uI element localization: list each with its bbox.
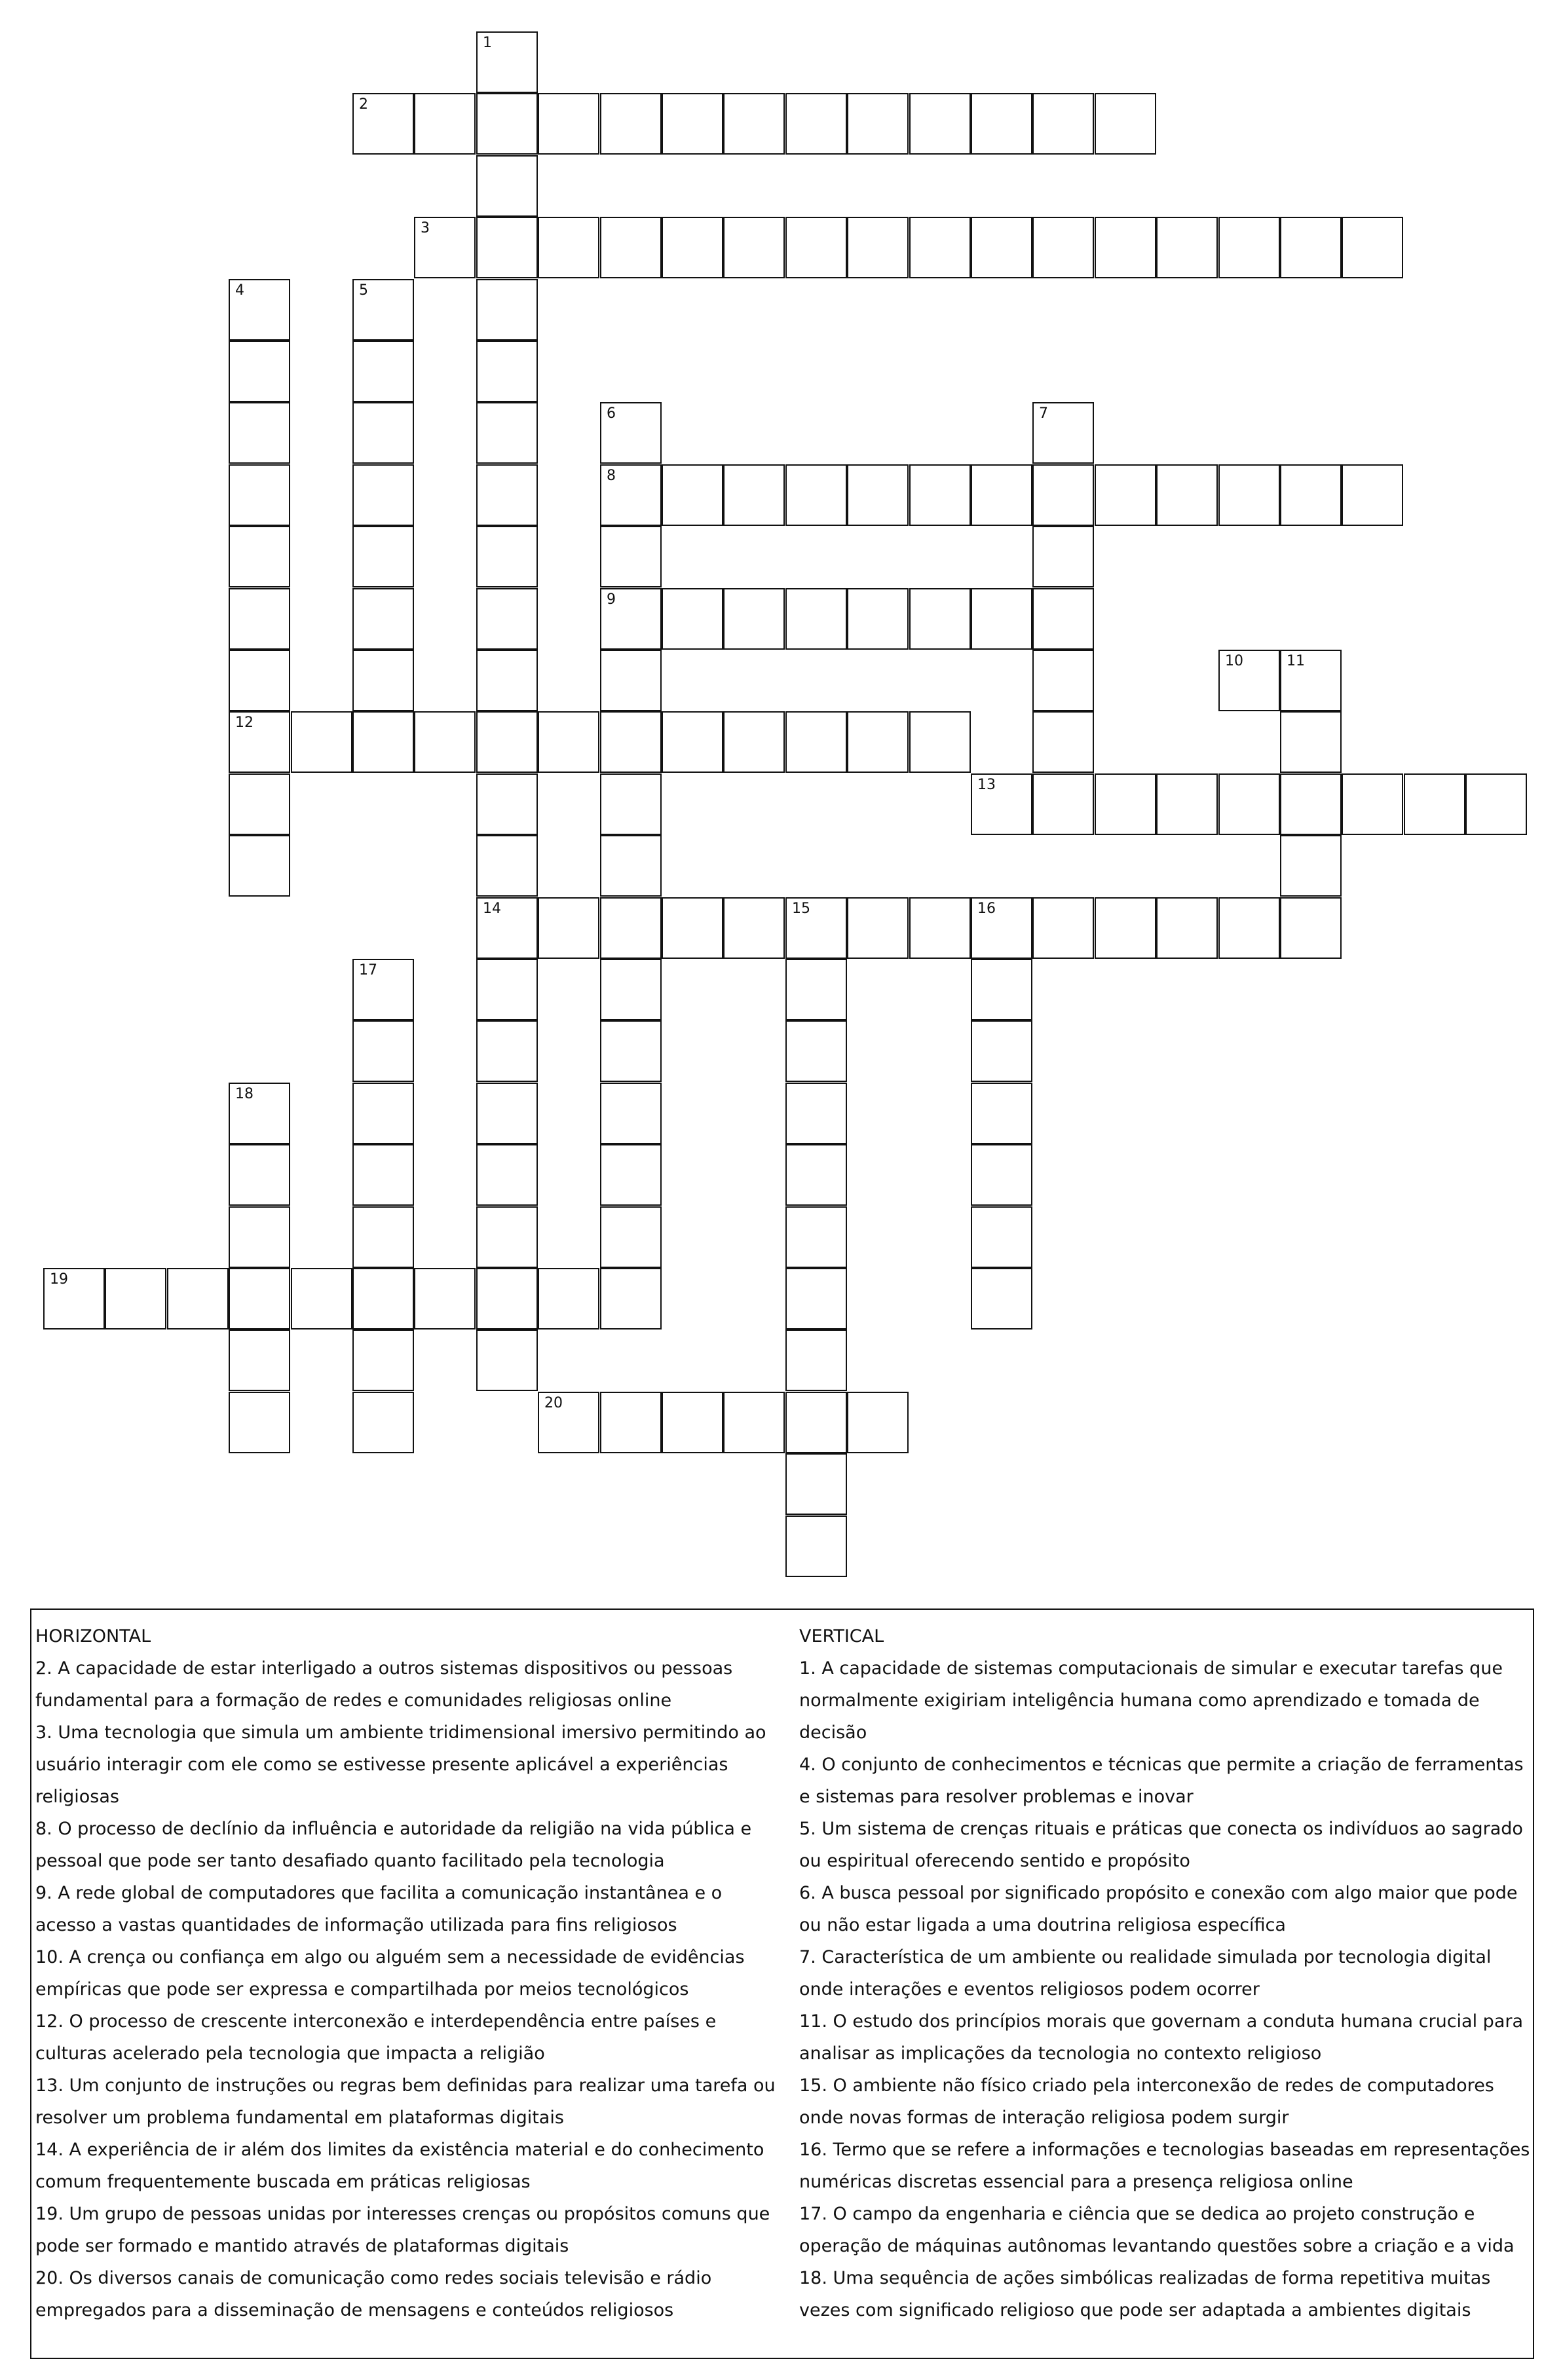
down-clue-4: 4. O conjunto de conhecimentos e técnicas que permite a criação de ferramentas e sistemas para resolver problemas e inovar (799, 1755, 1524, 1807)
grid-cell[interactable] (352, 1020, 414, 1082)
grid-cell[interactable] (352, 588, 414, 650)
grid-cell[interactable] (909, 711, 971, 773)
clue-number: 16 (977, 901, 996, 917)
grid-cell[interactable] (229, 650, 290, 711)
grid-cell[interactable] (1280, 835, 1342, 897)
grid-cell[interactable] (1342, 773, 1403, 835)
across-clue-10: 10. A crença ou confiança em algo ou alguém sem a necessidade de evidências empíricas que pode ser expressa e compartilhada por meios tecnológicos (35, 1947, 745, 1999)
grid-cell[interactable] (229, 773, 290, 835)
grid-cell[interactable] (600, 897, 662, 959)
grid-cell[interactable] (1032, 464, 1094, 526)
grid-cell[interactable] (600, 835, 662, 897)
grid-cell[interactable] (785, 93, 847, 155)
grid-cell[interactable] (1218, 897, 1280, 959)
across-clue-12: 12. O processo de crescente interconexão e interdependência entre países e culturas acelerado pela tecnologia que impacta a religião (35, 2011, 717, 2064)
clue-number: 9 (607, 591, 616, 608)
grid-cell[interactable] (414, 93, 476, 155)
grid-cell[interactable] (1342, 217, 1403, 278)
grid-cell[interactable] (476, 588, 538, 650)
grid-cell[interactable] (1032, 402, 1094, 464)
grid-cell[interactable] (662, 1392, 723, 1453)
grid-cell[interactable] (723, 464, 785, 526)
grid-cell[interactable] (662, 464, 723, 526)
clue-number: 1 (483, 35, 492, 51)
grid-cell[interactable] (909, 588, 971, 650)
grid-cell[interactable] (291, 1268, 352, 1329)
grid-cell[interactable] (1465, 773, 1527, 835)
grid-cell[interactable] (971, 1206, 1032, 1268)
across-clue-14: 14. A experiência de ir além dos limites da existência material e do conhecimento comum frequentemente buscada em práticas religiosas (35, 2140, 764, 2192)
grid-cell[interactable] (662, 217, 723, 278)
grid-cell[interactable] (1095, 897, 1156, 959)
grid-cell[interactable] (352, 650, 414, 711)
grid-cell[interactable] (476, 93, 538, 155)
grid-cell[interactable] (476, 155, 538, 217)
grid-cell[interactable] (662, 897, 723, 959)
grid-cell[interactable] (1032, 650, 1094, 711)
grid-cell[interactable] (785, 1329, 847, 1391)
grid-cell[interactable] (785, 1453, 847, 1515)
grid-cell[interactable] (352, 1083, 414, 1144)
clue-number: 17 (359, 962, 377, 978)
grid-cell[interactable] (476, 1329, 538, 1391)
grid-cell[interactable] (971, 1083, 1032, 1144)
grid-cell[interactable] (229, 1206, 290, 1268)
grid-cell[interactable] (352, 711, 414, 773)
down-clues (799, 1620, 1539, 2326)
grid-cell[interactable] (662, 711, 723, 773)
grid-cell[interactable] (229, 588, 290, 650)
grid-cell[interactable] (43, 1268, 105, 1329)
grid-cell[interactable] (229, 1392, 290, 1453)
grid-cell[interactable] (909, 464, 971, 526)
across-clue-20: 20. Os diversos canais de comunicação como redes sociais televisão e rádio empregados para a disseminação de mensagens e conteúdos religiosos (35, 2268, 712, 2320)
grid-cell[interactable] (600, 588, 662, 650)
across-clues (35, 1620, 776, 2326)
grid-cell[interactable] (476, 402, 538, 464)
grid-cell[interactable] (785, 464, 847, 526)
grid-cell[interactable] (1280, 773, 1342, 835)
grid-cell[interactable] (538, 217, 599, 278)
grid-cell[interactable] (1032, 526, 1094, 587)
grid-cell[interactable] (600, 1206, 662, 1268)
grid-cell[interactable] (600, 526, 662, 587)
down-clue-5: 5. Um sistema de crenças rituais e práticas que conecta os indivíduos ao sagrado ou espiritual oferecendo sentido e propósito (799, 1819, 1523, 1871)
grid-cell[interactable] (229, 835, 290, 897)
grid-cell[interactable] (909, 217, 971, 278)
grid-cell[interactable] (723, 1392, 785, 1453)
across-clue-9: 9. A rede global de computadores que facilita a comunicação instantânea e o acesso a vastas quantidades de informação utilizada para fins religiosos (35, 1883, 723, 1935)
grid-cell[interactable] (1095, 217, 1156, 278)
grid-cell[interactable] (352, 1392, 414, 1453)
grid-cell[interactable] (1404, 773, 1465, 835)
grid-cell[interactable] (600, 217, 662, 278)
grid-cell[interactable] (414, 711, 476, 773)
grid-cell[interactable] (723, 93, 785, 155)
clue-number: 19 (50, 1271, 68, 1288)
clue-number: 12 (235, 715, 254, 731)
down-clue-7: 7. Característica de um ambiente ou realidade simulada por tecnologia digital onde interações e eventos religiosos podem ocorrer (799, 1947, 1492, 1999)
grid-cell[interactable] (847, 588, 909, 650)
clue-number: 11 (1287, 653, 1305, 669)
clue-number: 4 (235, 282, 244, 299)
grid-cell[interactable] (971, 217, 1032, 278)
grid-cell[interactable] (971, 1268, 1032, 1329)
grid-cell[interactable] (785, 1268, 847, 1329)
grid-cell[interactable] (600, 773, 662, 835)
grid-cell[interactable] (971, 93, 1032, 155)
grid-cell[interactable] (538, 93, 599, 155)
grid-cell[interactable] (352, 526, 414, 587)
clue-number: 20 (544, 1395, 563, 1411)
clue-number: 18 (235, 1086, 254, 1102)
grid-cell[interactable] (785, 1083, 847, 1144)
grid-cell[interactable] (600, 1020, 662, 1082)
grid-cell[interactable] (1032, 217, 1094, 278)
clue-number: 8 (607, 468, 616, 484)
grid-cell[interactable] (785, 1392, 847, 1453)
grid-cell[interactable] (723, 217, 785, 278)
grid-cell[interactable] (662, 588, 723, 650)
grid-cell[interactable] (476, 464, 538, 526)
grid-cell[interactable] (352, 1329, 414, 1391)
clue-box (30, 1608, 1534, 2359)
grid-cell[interactable] (600, 464, 662, 526)
down-clue-15: 15. O ambiente não físico criado pela interconexão de redes de computadores onde novas formas de interação religiosa podem surgir (799, 2075, 1494, 2128)
across-clue-2: 2. A capacidade de estar interligado a outros sistemas dispositivos ou pessoas fundamental para a formação de redes e comunidades religiosas online (35, 1658, 733, 1711)
grid-cell[interactable] (847, 217, 909, 278)
grid-cell[interactable] (229, 279, 290, 341)
grid-cell[interactable] (229, 341, 290, 402)
grid-cell[interactable] (847, 464, 909, 526)
down-clue-1: 1. A capacidade de sistemas computacionais de simular e executar tarefas que normalmente exigiriam inteligência humana como aprendizado e tomada de decisão (799, 1658, 1503, 1743)
grid-cell[interactable] (785, 1515, 847, 1577)
grid-cell[interactable] (785, 217, 847, 278)
clue-number: 3 (421, 220, 430, 236)
grid-cell[interactable] (291, 711, 352, 773)
grid-cell[interactable] (105, 1268, 166, 1329)
grid-cell[interactable] (229, 1268, 290, 1329)
grid-cell[interactable] (600, 1083, 662, 1144)
grid-cell[interactable] (414, 217, 476, 278)
grid-cell[interactable] (476, 526, 538, 587)
grid-cell[interactable] (600, 959, 662, 1020)
grid-cell[interactable] (600, 1392, 662, 1453)
down-heading: VERTICAL (799, 1626, 884, 1646)
grid-cell[interactable] (476, 1206, 538, 1268)
grid-cell[interactable] (1032, 93, 1094, 155)
grid-cell[interactable] (538, 711, 599, 773)
grid-cell[interactable] (229, 711, 290, 773)
grid-cell[interactable] (662, 93, 723, 155)
grid-cell[interactable] (476, 1268, 538, 1329)
grid-cell[interactable] (1032, 897, 1094, 959)
clue-number: 10 (1225, 653, 1243, 669)
grid-cell[interactable] (352, 1268, 414, 1329)
clue-number: 13 (977, 777, 996, 793)
grid-cell[interactable] (847, 897, 909, 959)
down-clue-11: 11. O estudo dos princípios morais que governam a conduta humana crucial para analisar as implicações da tecnologia no contexto religioso (799, 2011, 1524, 2064)
grid-cell[interactable] (476, 711, 538, 773)
down-clue-16: 16. Termo que se refere a informações e tecnologias baseadas em representações numéricas discretas essencial para a presença religiosa online (799, 2140, 1530, 2192)
grid-cell[interactable] (1156, 773, 1218, 835)
grid-cell[interactable] (352, 1144, 414, 1206)
grid-cell[interactable] (971, 773, 1032, 835)
grid-cell[interactable] (971, 1020, 1032, 1082)
grid-cell[interactable] (229, 1329, 290, 1391)
grid-cell[interactable] (847, 711, 909, 773)
grid-cell[interactable] (1032, 773, 1094, 835)
grid-cell[interactable] (476, 650, 538, 711)
clue-number: 2 (359, 96, 368, 113)
grid-cell[interactable] (476, 773, 538, 835)
grid-cell[interactable] (352, 959, 414, 1020)
grid-cell[interactable] (971, 464, 1032, 526)
grid-cell[interactable] (847, 1392, 909, 1453)
grid-cell[interactable] (1280, 897, 1342, 959)
grid-cell[interactable] (600, 1144, 662, 1206)
grid-cell[interactable] (723, 588, 785, 650)
grid-cell[interactable] (1095, 773, 1156, 835)
down-clue-17: 17. O campo da engenharia e ciência que se dedica ao projeto construção e operação de máquinas autônomas levantando questões sobre a criação e a vida (799, 2204, 1515, 2256)
grid-cell[interactable] (538, 1268, 599, 1329)
grid-cell[interactable] (600, 1268, 662, 1329)
across-heading: HORIZONTAL (35, 1626, 151, 1646)
grid-cell[interactable] (229, 1144, 290, 1206)
down-clue-6: 6. A busca pessoal por significado propósito e conexão com algo maior que pode ou não estar ligada a uma doutrina religiosa específica (799, 1883, 1518, 1935)
grid-cell[interactable] (847, 93, 909, 155)
clue-number: 7 (1039, 405, 1048, 422)
grid-cell[interactable] (1095, 93, 1156, 155)
across-clue-19: 19. Um grupo de pessoas unidas por interesses crenças ou propósitos comuns que pode ser formado e mantido através de plataformas digitais (35, 2204, 770, 2256)
grid-cell[interactable] (1342, 464, 1403, 526)
grid-cell[interactable] (909, 897, 971, 959)
grid-cell[interactable] (723, 711, 785, 773)
grid-cell[interactable] (1280, 464, 1342, 526)
grid-cell[interactable] (538, 897, 599, 959)
grid-cell[interactable] (1218, 464, 1280, 526)
grid-cell[interactable] (167, 1268, 229, 1329)
grid-cell[interactable] (909, 93, 971, 155)
grid-cell[interactable] (476, 31, 538, 93)
grid-cell[interactable] (476, 835, 538, 897)
grid-cell[interactable] (600, 402, 662, 464)
grid-cell[interactable] (785, 897, 847, 959)
grid-cell[interactable] (785, 588, 847, 650)
down-clue-18: 18. Uma sequência de ações simbólicas realizadas de forma repetitiva muitas vezes com significado religioso que pode ser adaptada a ambientes digitais (799, 2268, 1491, 2320)
grid-cell[interactable] (1280, 650, 1342, 711)
grid-cell[interactable] (352, 464, 414, 526)
grid-cell[interactable] (352, 93, 414, 155)
grid-cell[interactable] (414, 1268, 476, 1329)
grid-cell[interactable] (785, 959, 847, 1020)
grid-cell[interactable] (1156, 217, 1218, 278)
grid-cell[interactable] (352, 1206, 414, 1268)
grid-cell[interactable] (476, 897, 538, 959)
grid-cell[interactable] (723, 897, 785, 959)
grid-cell[interactable] (600, 93, 662, 155)
grid-cell[interactable] (1218, 217, 1280, 278)
grid-cell[interactable] (785, 1020, 847, 1082)
grid-cell[interactable] (476, 217, 538, 278)
grid-cell[interactable] (352, 341, 414, 402)
grid-cell[interactable] (476, 1020, 538, 1082)
across-clue-13: 13. Um conjunto de instruções ou regras bem definidas para realizar uma tarefa ou resolver um problema fundamental em plataformas digitais (35, 2075, 776, 2128)
grid-cell[interactable] (785, 1206, 847, 1268)
clue-number: 14 (483, 901, 501, 917)
grid-cell[interactable] (1280, 217, 1342, 278)
grid-cell[interactable] (1156, 897, 1218, 959)
grid-cell[interactable] (600, 650, 662, 711)
grid-cell[interactable] (229, 464, 290, 526)
grid-cell[interactable] (971, 897, 1032, 959)
grid-cell[interactable] (1218, 773, 1280, 835)
grid-cell[interactable] (785, 1144, 847, 1206)
grid-cell[interactable] (476, 341, 538, 402)
grid-cell[interactable] (1280, 711, 1342, 773)
grid-cell[interactable] (476, 1083, 538, 1144)
grid-cell[interactable] (352, 402, 414, 464)
grid-cell[interactable] (600, 711, 662, 773)
grid-cell[interactable] (1218, 650, 1280, 711)
grid-cell[interactable] (352, 279, 414, 341)
grid-cell[interactable] (971, 959, 1032, 1020)
grid-cell[interactable] (476, 1144, 538, 1206)
grid-cell[interactable] (476, 959, 538, 1020)
across-clue-8: 8. O processo de declínio da influência e autoridade da religião na vida pública e pessoal que pode ser tanto desafiado quanto facilitado pela tecnologia (35, 1819, 752, 1871)
grid-cell[interactable] (785, 711, 847, 773)
grid-cell[interactable] (538, 1392, 599, 1453)
grid-cell[interactable] (1095, 464, 1156, 526)
across-clue-3: 3. Uma tecnologia que simula um ambiente tridimensional imersivo permitindo ao usuário interagir com ele como se estivesse presente aplicável a experiências religiosas (35, 1722, 766, 1807)
grid-cell[interactable] (229, 402, 290, 464)
clue-number: 15 (792, 901, 810, 917)
grid-cell[interactable] (1032, 588, 1094, 650)
grid-cell[interactable] (229, 526, 290, 587)
grid-cell[interactable] (229, 1083, 290, 1144)
clue-number: 5 (359, 282, 368, 299)
grid-cell[interactable] (971, 588, 1032, 650)
grid-cell[interactable] (1156, 464, 1218, 526)
grid-cell[interactable] (971, 1144, 1032, 1206)
grid-cell[interactable] (476, 279, 538, 341)
grid-cell[interactable] (1032, 711, 1094, 773)
clue-number: 6 (607, 405, 616, 422)
